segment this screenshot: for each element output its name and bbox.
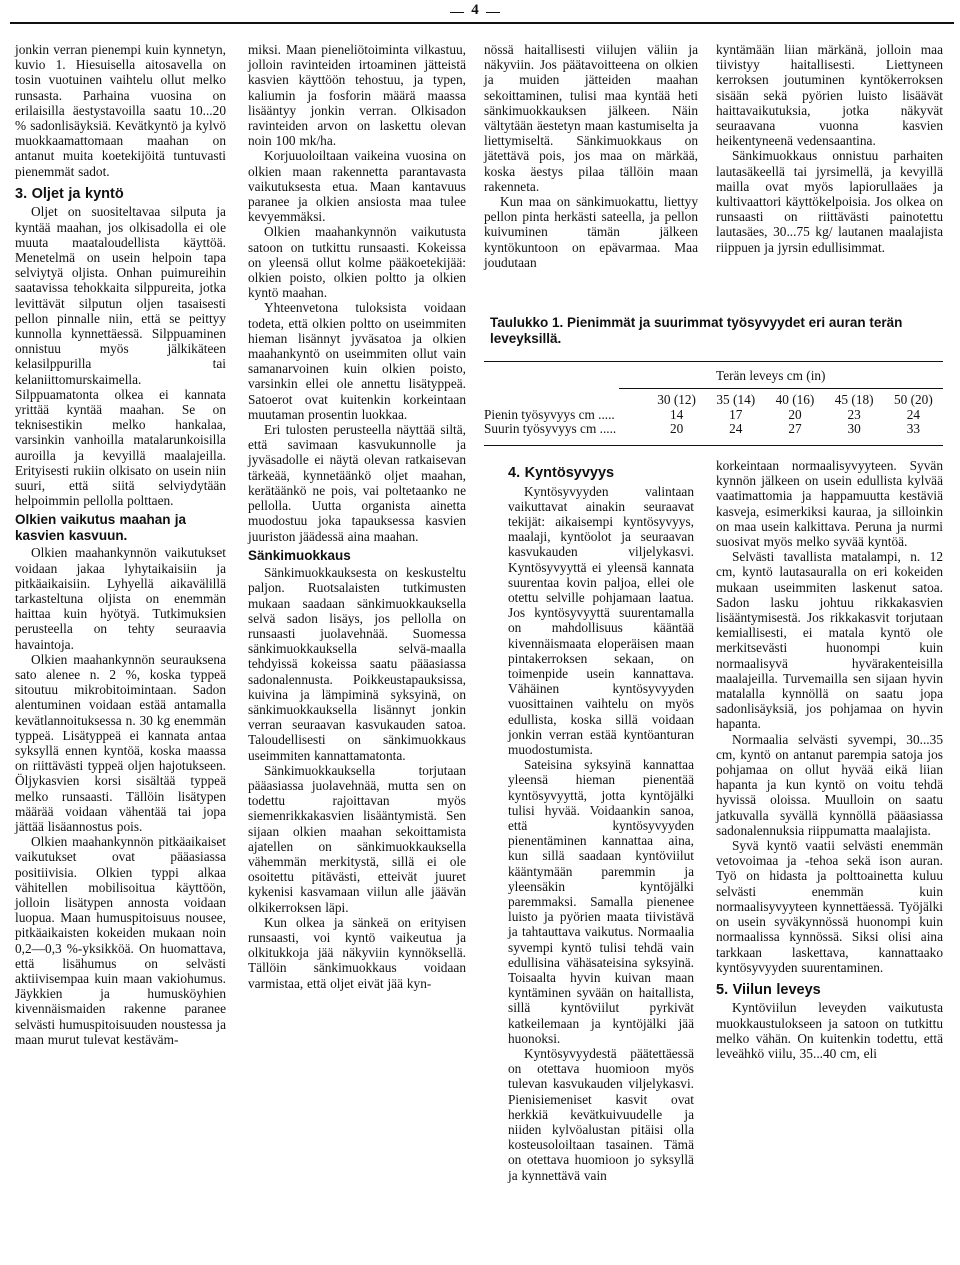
paragraph: Kyntöviilun leveyden vaikutusta muokkaustulokseen ja satoon on tutkittu melko vähän. On kuitenkin todettu, että leveähkö viilu, 35...40 cm, eli bbox=[716, 1000, 943, 1062]
table-rule-bottom bbox=[484, 445, 943, 446]
table-header-row bbox=[484, 393, 943, 408]
section-heading-4: 4. Kyntösyvyys bbox=[508, 465, 615, 481]
paragraph: Korjuuoloiltaan vaikeina vuosina on olkien maan rakennetta parantavasta vaikutuksesta etua. Maan kantavuus paranee ja olkien ansiosta maa tulee kevyemmäksi. bbox=[248, 148, 466, 225]
text-column-3-lower bbox=[508, 458, 694, 1183]
text-column-3 bbox=[484, 42, 698, 270]
table-cell: 23 bbox=[847, 406, 861, 422]
paragraph: Kyntösyvyyden valintaan vaikuttavat ainakin seuraavat tekijät: aikaisempi kyntösyvyys, maalaji, kyntöolot ja seuraavan kasvukauden viljelykasvi. Kyntösyvyyttä ei yleensä kannata suurentaa kovin paljoa, ellei ole otettu selville pohjamaan laatua. Jos kyntösyvyyttä suurentamalla on mahdollisuus kääntää kivennäismaata eloperäisen maan pintakerroksen sekaan, on toimenpide usein kannattava. Vähäinen kyntösyvyyden vuosittainen vaihtelu on myös edullista, koska sillä voidaan jonkin verran estää kyntöanturan muodostumista. bbox=[508, 483, 694, 757]
text-column-1 bbox=[15, 42, 226, 1047]
paragraph: Eri tulosten perusteella näyttää siltä, että savimaan kasvukunnolle ja jyväsadolle ei näytä olevan ratkaisevan tärkeää, kynnetäänkö oljet maahan, kerätäänkö ne pois, vai poltetaanko ne pellolla. Uutta organista ainetta muodostuu joka tapauksessa kasvien juuriston jäädessä aina maahan. bbox=[248, 422, 466, 544]
paragraph: Olkien maahankynnön vaikutukset voidaan jakaa lyhytaikaisiin ja pitkäaikaisiin. Lyhyellä aikavälillä tarkasteltuna oljista on enemmän haittaa kuin hyötyä. Tutkimuksien perusteella on tehty seuraavia havaintoja. bbox=[15, 545, 226, 652]
paragraph: Olkien maahankynnön pitkäaikaiset vaikutukset ovat pääasiassa positiivisia. Olkien typpi alkaa vähitellen mobilisoitua käyttöön, jolloin lisätypen annosta voidaan luopua. Maan humuspitoisuus nousee, pitkäaikaisten kokeiden mukaan noin 0,2—0,3 %-yksikköä. On huomattava, että lisähumus on selvästi aktiivisempaa kuin maan vakiohumus. Jäykkien ja humusköyhien kivennäismaiden rakenne paranee selvästi humuspitoisuuden noustessa ja maan murut tulevat kestäväm- bbox=[15, 834, 226, 1047]
table-header-cell: 50 (20) bbox=[893, 392, 933, 407]
section-heading-5: 5. Viilun leveys bbox=[716, 981, 821, 998]
text-column-2 bbox=[248, 42, 466, 991]
page-number: 4 bbox=[450, 2, 500, 19]
paragraph: Sänkimuokkauksella torjutaan pääasiassa juolavehnää, mutta sen on todettu rajoittavan myös siemenrikkakasvien lisääntymistä. Sen sijaan olkien maahan sekoittamista ajatellen on sänkimuokkauksella vähemmän merkitystä, sillä ei ole osoitettu pitävästi, etteivät juuret kykenisi kasvamaan viilun alle jäävän olkikerroksen läpi. bbox=[248, 762, 466, 915]
section-heading-3: 3. Oljet ja kyntö bbox=[15, 185, 124, 202]
paragraph: nössä haitallisesti viilujen väliin ja näkyviin. Jos päätavoitteena on olkien ja muiden jätteiden maahan sekoittaminen, tulisi maa kyntää heti sänkimuokkauksen jälkeen. Näin vältytään äestetyn maan kastumiselta ja liettymiseltä. Sänkimuokkaus on jätettävä pois, jos maa on märkää, koska äestys pilaa tällöin maan rakenneta. bbox=[484, 42, 698, 194]
table-row-label: Suurin työsyvyys cm ..... bbox=[484, 421, 617, 436]
paragraph: Normaalia selvästi syvempi, 30...35 cm, kyntö on antanut parempia satoja jos pohjamaa on ollut hyvää eikä liian hapanta ja kun kyntö on voitu tehdä hyvissä oloissa. Muulloin on saatu jatkuvalla syvällä kynnöllä pääasiassa sadonalennuksia riippumatta maalajista. bbox=[716, 731, 943, 838]
paragraph: Olkien maahankynnön seurauksena sato alenee n. 2 %, koska typpeä sitoutuu mikrobitoimintaan. Sadon alentuminen voidaan estää antamalla kevätlannoituksessa n. 30 kg enemmän typpeä. Lisätyppeä ei kannata antaa syksyllä ennen kyntöä, koska maassa on riittävästi typpeä oljen hajotukseen. Öljykasvien korsi sisältää typpeä melko runsaasti. Tällöin lisätypen määrää voidaan vähentää tai jopa jättää lisäannostus pois. bbox=[15, 651, 226, 835]
subheading-sankimuokkaus: Sänkimuokkaus bbox=[248, 547, 351, 563]
table-cell: 30 bbox=[847, 421, 861, 436]
table-cell: 27 bbox=[788, 421, 802, 436]
table-cell: 20 bbox=[669, 421, 684, 436]
paragraph: Selvästi tavallista matalampi, n. 12 cm, kyntö lautasauralla on eri kokeiden mukaan useimmiten laskenut satoa. Sadon lasku johtuu rikkakasvien lisääntymisestä. Jos rikkakasvit torjutaan kemiallisesti, ei matala kyntö ole merkitsevästi huonompi kuin normaalisyvä hyvärakenteisilla maalajeilla. Turvemailla sen sijaan hyvin matalalla kynnöllä on saatu jopa sadonlisäyksiä, jos pohjamaa on hyvin hapanta. bbox=[716, 549, 943, 732]
table-rule-heading bbox=[619, 388, 943, 389]
table-cell: 17 bbox=[729, 406, 743, 422]
table-cell: 14 bbox=[669, 406, 684, 422]
table-header-cell: 35 (14) bbox=[716, 392, 756, 407]
paragraph: Olkien maahankynnön vaikutusta satoon on tutkittu runsaasti. Kokeissa on yleensä ollut kolme pääkoetekijää: olkien poisto, olkien poltto ja olkien kyntö maahan. bbox=[248, 224, 466, 301]
table-row-label: Pienin työsyvyys cm ..... bbox=[484, 406, 615, 422]
paragraph: Sänkimuokkauksesta on keskusteltu paljon. Ruotsalaisten tutkimusten mukaan saadaan sänkimuokkauksella selvä sadon lisäys, jos pellolla on runsaasti juolavehnää. Suomessa sänkimuokkauksella selvä-maalla tehdyissä kokeissa saatu pääasiassa sadonalennusta. Poikkeustapauksissa, kuivina ja lämpiminä syksyinä, on sänkimuokkauksella lisännyt jonkin verran seuraavan kasvukauden satoa. Taloudellisesti on sänkimuokkaus useimmiten kannattamatonta. bbox=[248, 565, 466, 763]
paragraph: Sateisina syksyinä kannattaa yleensä hieman pienentää kyntösyvyyttä, jotta kyntöjälki tulisi hyvää. Voidaankin sanoa, että kyntösyvyyden pienentäminen kannattaa aina, kun sillä saadaan kyntöviilut kääntymään paremmin ja yleensäkin kyntöjälki paremmaksi. Samalla pienenee luisto ja pyörien maata tiivistävä ja tahtauttava vaikutus. Normaalia syvempi kyntö tulisi tehdä vain edullisina vähäsateisina syksyinä. Toisaalta hyvin kuivan maan kyntäminen syvään on haitallista, sillä kyntöviilut pyrkivät katkeilemaan ja kyntöjälki jää huonoksi. bbox=[508, 757, 694, 1046]
paragraph: kyntämään liian märkänä, jolloin maa tiivistyy haitallisesti. Liettyneen kerroksen joutuminen kyntökerroksen sisään sekä pyörien luisto lisäävät haittavaikutuksia, jotka näkyvät seuraavana vuonna kasvien heikentyneenä vedensaantina. bbox=[716, 42, 943, 149]
paragraph: Sänkimuokkaus onnistuu parhaiten lautasäkeellä tai jyrsimellä, ja kevyillä mailla ovat myös lapiorullaäes ja kultivaattori käyttökelpoisia. Jos olkea on runsaasti on riittävästi painotettu lautasäes, 30...75 kg/ lautanen maalajista riippuen ja jyrsin edullisimmat. bbox=[716, 148, 943, 255]
table-cell: 20 bbox=[788, 406, 802, 422]
table-header-cell: 30 (12) bbox=[657, 392, 696, 407]
paragraph: miksi. Maan pieneliötoiminta vilkastuu, jolloin ravinteiden irtoaminen jätteistä kasvien käyttöön tehostuu, ja typen, kaliumin ja fosforin määrä maassa lisääntyy jonkin verran. Olkisadon ravinteiden arvon on laskettu olevan noin 100 mk/ha. bbox=[248, 42, 466, 149]
table-cell: 33 bbox=[906, 421, 921, 436]
paragraph: korkeintaan normaalisyvyyteen. Syvän kynnön jälkeen on usein edullista kylvää vaatimattomia ja happamuutta kestäviä kasveja, esimerkiksi kauraa, ja silloinkin on maa usein kalkittava. Peruna ja nurmi suosivat myös melko syvää kyntöä. bbox=[716, 458, 943, 550]
text-column-4-lower bbox=[716, 458, 943, 1061]
table-grid bbox=[484, 393, 943, 437]
paragraph: Oljet on suositeltavaa silputa ja kyntää maahan, jos olkisadolla ei ole muuta maataloudellista käyttöä. Menetelmä on usein helpoin tapa selviytyä oljista. Onhan puimureihin saatavissa tehokkaita silppureita, jotka levittävät silputun oljen tasaisesti pellon pinnalle niin, että se peittyy kunnolla kynnettäessä. Silppuaminen onnistuu myös jälkikäteen kelasilppurilla tai kelaniittomurskaimella. Silppuamatonta olkea ei kannata yrittää kyntää maahan. Se on teknisestikin melko hankalaa, varsinkin vanhoilla matalarunkoisilla auroilla ja kevyillä maalajeilla. Erityisesti rukiin olkisato on usein niin suuri, että siitä selviydytään helpoimmin pellolla polttaen. bbox=[15, 204, 226, 509]
paragraph: Yhteenvetona tuloksista voidaan todeta, että olkien poltto on useimmiten hieman lisännyt jyväsatoa ja olkien maahankyntö on useimmiten ollut vain samanarvoinen kuin olkien poisto, varsinkin ellei ole annettu lisätyppeä. Satoerot ovat kuitenkin korkeintaan muutaman prosentin luokkaa. bbox=[248, 300, 466, 422]
table-cell: 24 bbox=[906, 406, 921, 422]
paragraph: Kun olkea ja sänkeä on erityisen runsaasti, voi kyntö vaikeutua ja olkitukkoja jää näkyviin kynnöksellä. Tällöin sänkimuokkaus voidaan varmistaa, että oljet eivät jää kyn- bbox=[248, 914, 466, 991]
paragraph: Kyntösyvyydestä päätettäessä on otettava huomioon myös tulevan kasvukauden viljelykasvi. Pienisiemeniset kasvit ovat herkkiä kevätkuivuudelle ja niiden kylvöalustan pitäisi olla kosteusoloiltaan tasainen. Tämä on otettava huomioon jo syksyllä ja kynnettävä vain bbox=[508, 1046, 694, 1183]
table-row bbox=[484, 422, 943, 437]
text-column-4 bbox=[716, 42, 943, 255]
paragraph: Kun maa on sänkimuokattu, liettyy pellon pinta herkästi sateella, ja pellon kuivuminen tämän jälkeen kyntökuntoon on epävarmaa. Maa joudutaan bbox=[484, 194, 698, 270]
table-column-heading: Terän leveys cm (in) bbox=[716, 368, 826, 383]
table-row bbox=[484, 408, 943, 423]
table-header-cell: 40 (16) bbox=[775, 392, 815, 407]
paragraph: jonkin verran pienempi kuin kynnetyn, kuvio 1. Hiesuisella aitosavella on tosin vuotuinen vaihtelu ollut melko runsasta. Parhaina vuosina on erilaisilla äestystavoilla saatu 10...20 % sadonlisäyksiä. Kevätkyntö ja kylvö muokkaamattomaan maahan on antanut muita koetekijöitä tuntuvasti pienemmät sadot. bbox=[15, 42, 226, 179]
table-caption: Taulukko 1. Pienimmät ja suurimmat työsyvyydet eri auran terän leveyksillä. bbox=[490, 315, 903, 346]
table-1 bbox=[484, 315, 943, 446]
paragraph: Syvä kyntö vaatii selvästi enemmän vetovoimaa ja -tehoa sekä ison auran. Työ on hidasta ja polttoainetta kuluu selvästi enemmän kuin normaalisyvyyteen kynnettäessä. Työjälki on usein syväkynnössä huonompi kuin normaalissa kynnössä. Siksi olisi aina tarkkaan laskettava, kannattaako kyntösyvyyden suurentaminen. bbox=[716, 838, 943, 975]
header-rule bbox=[10, 22, 954, 24]
subheading-olkien-vaikutus: Olkien vaikutus maahan ja kasvien kasvuun. bbox=[15, 512, 187, 543]
table-cell: 24 bbox=[729, 421, 743, 436]
table-header-cell: 45 (18) bbox=[834, 392, 874, 407]
